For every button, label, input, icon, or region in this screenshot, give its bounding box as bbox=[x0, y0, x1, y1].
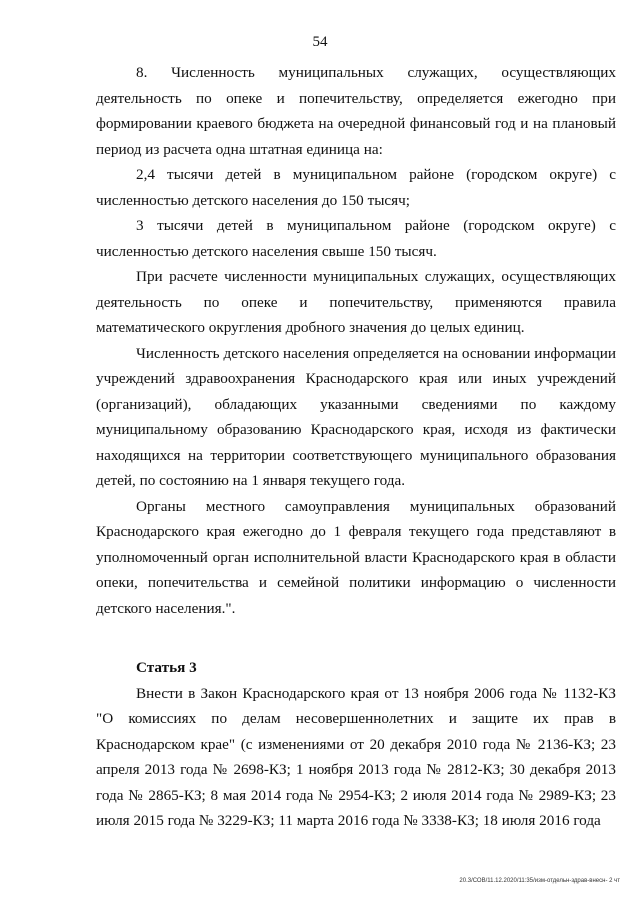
section-spacer bbox=[96, 621, 616, 655]
footer-document-code: 20.3/СОВ/11.12.2020/11:35/изм-отдельн-здрав-внесн- 2 чт bbox=[459, 878, 620, 884]
paragraph-reporting-deadline: Органы местного самоуправления муниципальных образований Краснодарского края ежегодно до 1 февраля текущего года представляют в уполномоченный орган исполнительной власти Краснодарского края в области опеки, попечительства и семейной политики информацию о численности детского населения.". bbox=[96, 497, 616, 617]
article-heading: Статья 3 bbox=[136, 659, 197, 676]
paragraph-rounding-rule: При расчете численности муниципальных служащих, осуществляющих деятельность по опеке и попечительству, применяются правила математического округления дробного значения до целых единиц. bbox=[96, 268, 616, 336]
paragraph-staff-count: 8. Численность муниципальных служащих, осуществляющих деятельность по опеке и попечительству, определяется ежегодно при формировании краевого бюджета на очередной финансовый год и на плановый период из расчета одна штатная единица на: bbox=[96, 64, 616, 158]
paragraph-child-population: Численность детского населения определяется на основании информации учреждений здравоохранения Краснодарского края или иных учреждений (организаций), обладающих указанными сведениями по каждому муниципальному образованию Краснодарского края, исходя из фактически находящихся на территории соответствующего муниципального образования детей, по состоянию на 1 января текущего года. bbox=[96, 344, 616, 489]
paragraph-norm-over-150k: 3 тысячи детей в муниципальном районе (городском округе) с численностью детского населения свыше 150 тысяч. bbox=[96, 217, 616, 260]
paragraph-norm-under-150k: 2,4 тысячи детей в муниципальном районе (городском округе) с численностью детского населения до 150 тысяч; bbox=[96, 166, 616, 209]
article-text: Внести в Закон Краснодарского края от 13 ноября 2006 года № 1132-КЗ "О комиссиях по делам несовершеннолетних и защите их прав в Краснодарском крае" (с изменениями от 20 декабря 2010 года № 2136-КЗ; 23 апреля 2013 года № 2698-КЗ; 1 ноября 2013 года № 2812-КЗ; 30 декабря 2013 года № 2865-КЗ; 8 мая 2014 года № 2954-КЗ; 2 июля 2014 года № 2989-КЗ; 23 июля 2015 года № 3229-КЗ; 11 марта 2016 года № 3338-КЗ; 18 июля 2016 года bbox=[96, 684, 616, 829]
page-number: 54 bbox=[312, 34, 328, 50]
document-body bbox=[96, 60, 616, 834]
